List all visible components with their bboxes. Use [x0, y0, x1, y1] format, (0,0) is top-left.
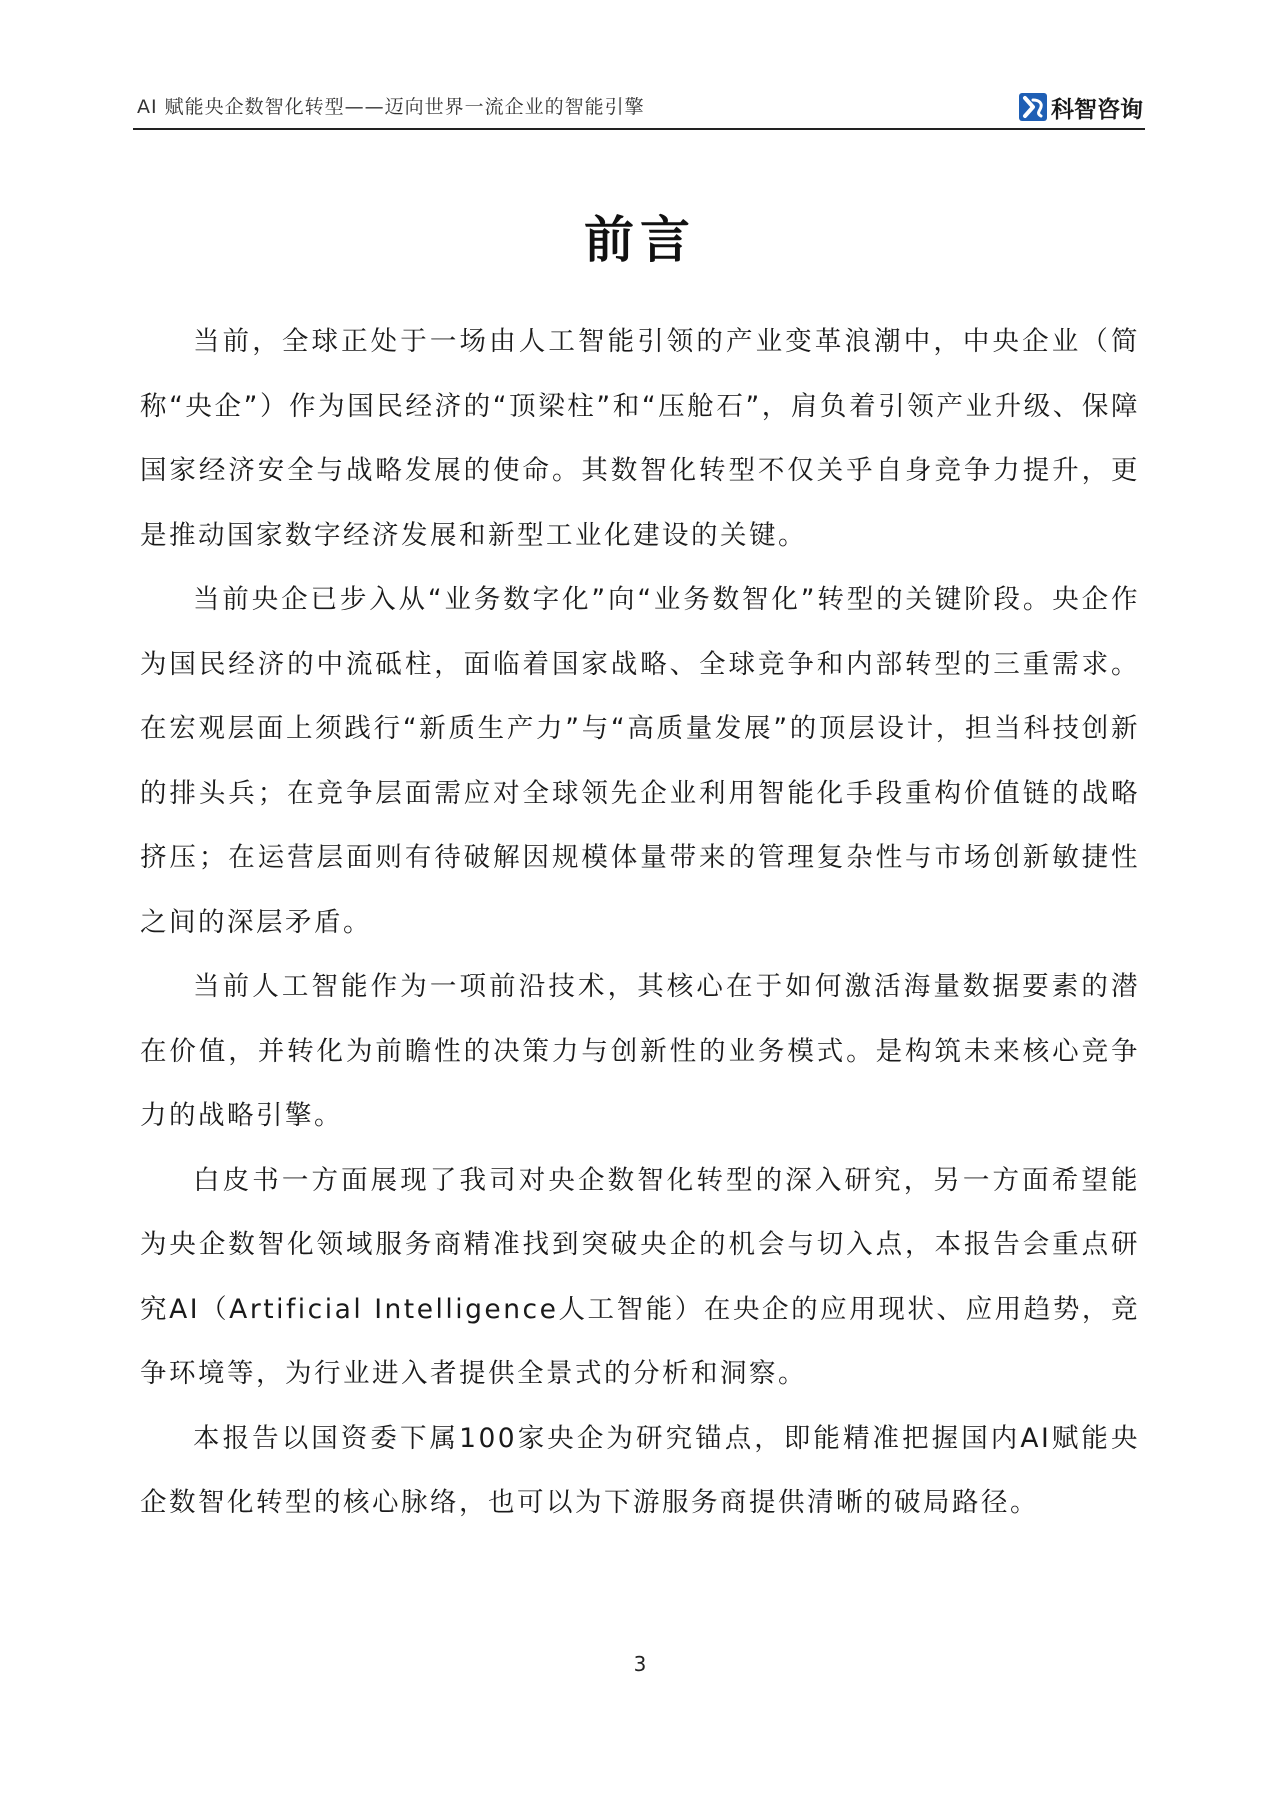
logo-text: 科智咨询: [1051, 96, 1143, 123]
page-number: 3: [633, 1652, 647, 1676]
paragraph-3: 当前人工智能作为一项前沿技术，其核心在于如何激活海量数据要素的潜在价值，并转化为前瞻性的决策力与创新性的业务模式。是构筑未来核心竞争力的战略引擎。: [140, 971, 1140, 1131]
page-title: 前言: [584, 210, 696, 269]
body-content: [140, 310, 1140, 1536]
company-logo: [1019, 92, 1143, 122]
header-title: AI 赋能央企数智化转型——迈向世界一流企业的智能引擎: [137, 96, 645, 118]
kezhi-logo-icon: [1019, 93, 1047, 121]
page-header: [133, 88, 1145, 130]
paragraph-5: 本报告以国资委下属100家央企为研究锚点，即能精准把握国内AI赋能央企数智化转型的核心脉络，也可以为下游服务商提供清晰的破局路径。: [140, 1422, 1140, 1518]
paragraph-2: 当前央企已步入从“业务数字化”向“业务数智化”转型的关键阶段。央企作为国民经济的中流砥柱，面临着国家战略、全球竞争和内部转型的三重需求。在宏观层面上须践行“新质生产力”与“高质量发展”的顶层设计，担当科技创新的排头兵；在竞争层面需应对全球领先企业利用智能化手段重构价值链的战略挤压；在运营层面则有待破解因规模体量带来的管理复杂性与市场创新敏捷性之间的深层矛盾。: [140, 584, 1140, 938]
paragraph-1: 当前，全球正处于一场由人工智能引领的产业变革浪潮中，中央企业（简称“央企”）作为国民经济的“顶梁柱”和“压舱石”，肩负着引领产业升级、保障国家经济安全与战略发展的使命。其数智化转型不仅关乎自身竞争力提升，更是推动国家数字经济发展和新型工业化建设的关键。: [140, 326, 1140, 551]
paragraph-4: 白皮书一方面展现了我司对央企数智化转型的深入研究，另一方面希望能为央企数智化领域服务商精准找到突破央企的机会与切入点，本报告会重点研究AI（Artificial Intelligence人工智能）在央企的应用现状、应用趋势，竞争环境等，为行业进入者提供全景式的分析和洞察。: [140, 1164, 1140, 1389]
